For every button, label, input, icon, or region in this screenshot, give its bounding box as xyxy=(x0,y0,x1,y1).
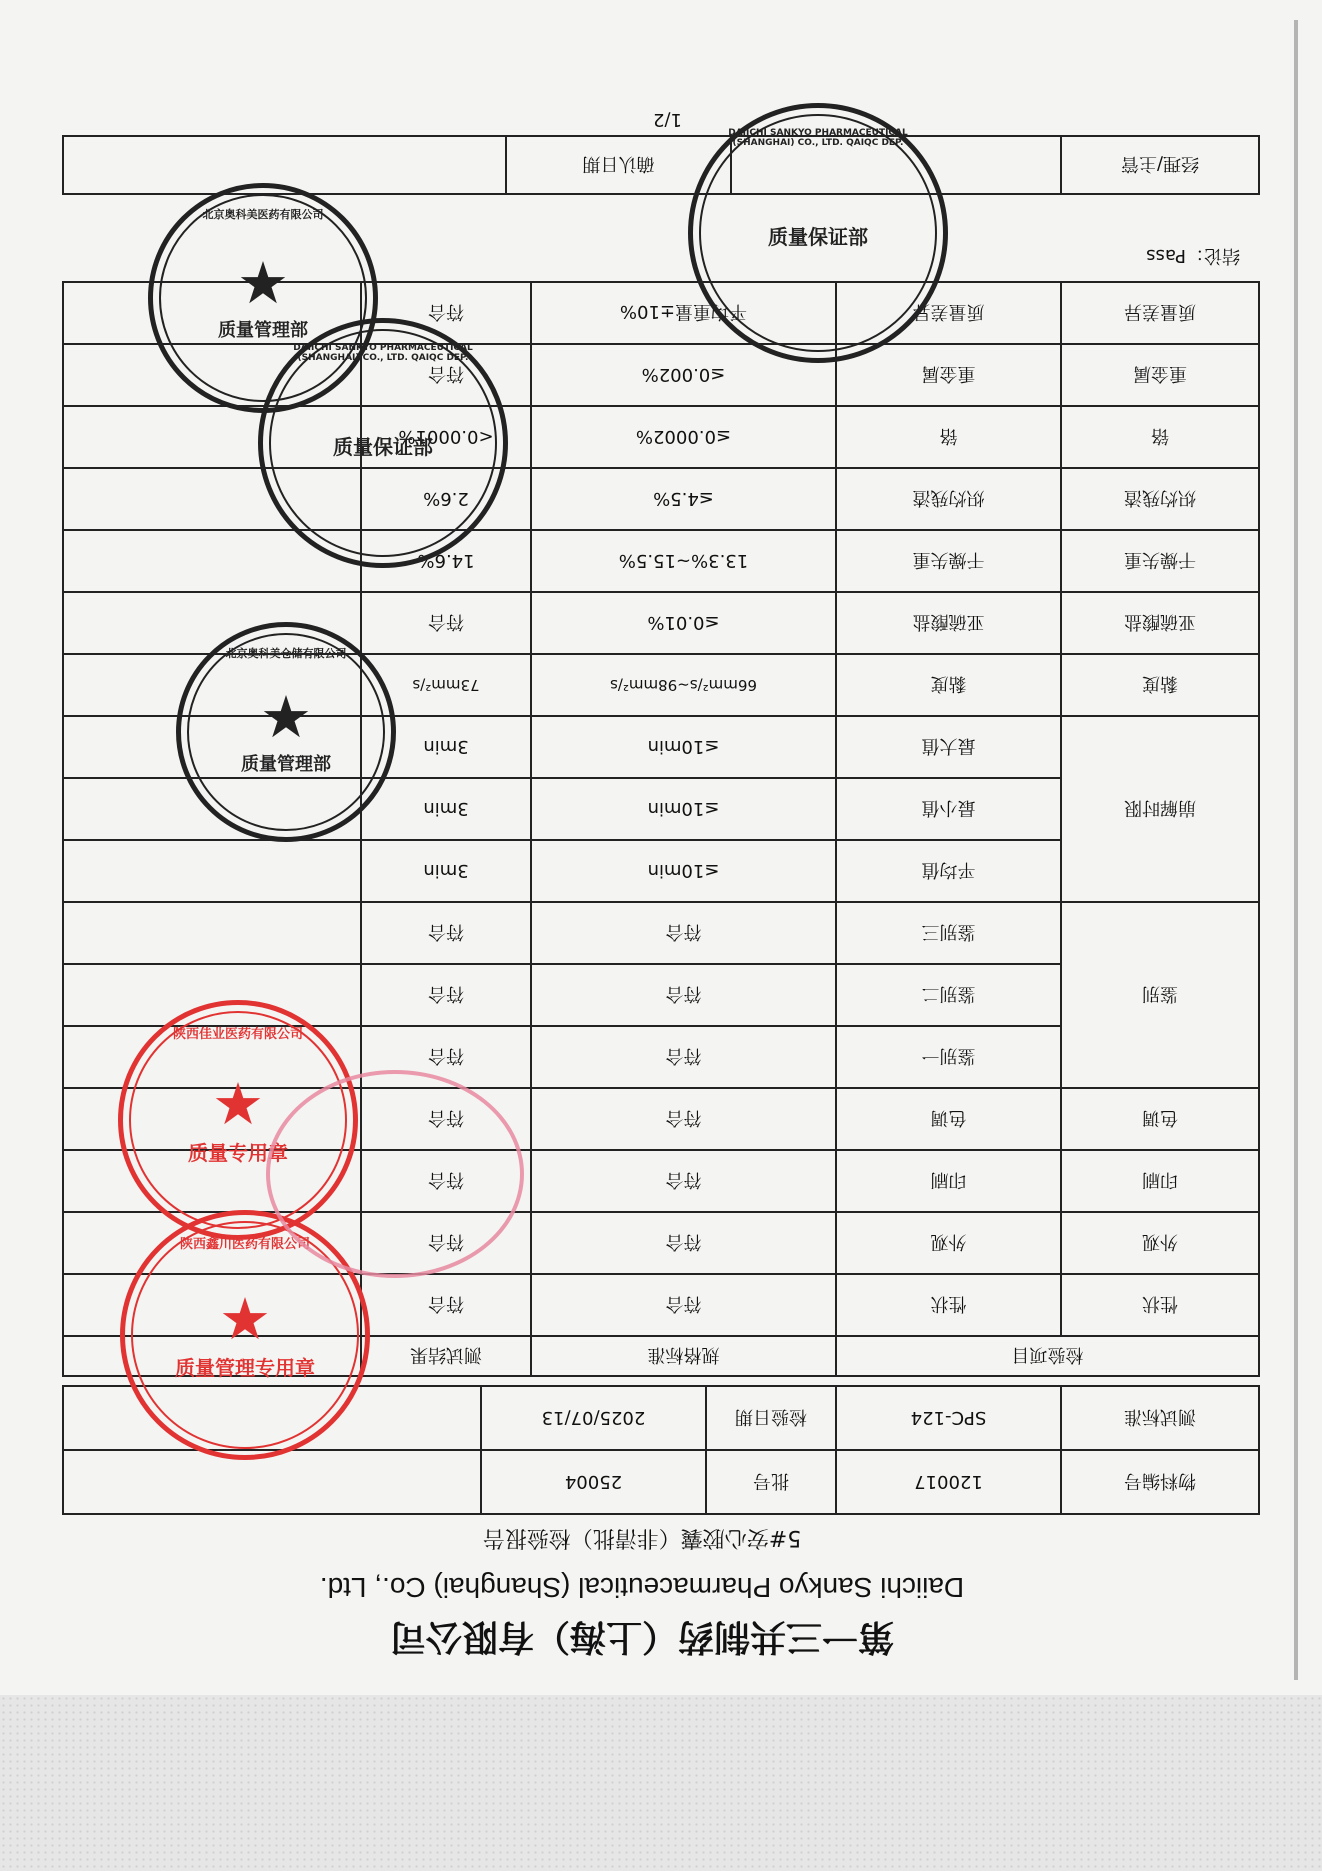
stamp-label: 质量管理部 xyxy=(241,754,331,775)
row-result: 符合 xyxy=(361,1088,531,1150)
row-result: 符合 xyxy=(361,1026,531,1088)
stamp-label: 质量管理专用章 xyxy=(175,1355,315,1380)
row-result: <0.0001% xyxy=(361,406,531,468)
row-result: 符合 xyxy=(361,1150,531,1212)
company-name-cn: 第一三共制药（上海）有限公司 xyxy=(390,1616,895,1658)
col-header-result: 测试结果 xyxy=(361,1336,531,1376)
row-sub: 最大值 xyxy=(836,716,1061,778)
row-sub: 平均值 xyxy=(836,840,1061,902)
row-spec: 平均重量±10% xyxy=(531,282,836,344)
company-name-en: Daiichi Sankyo Pharmaceutical (Shanghai) Co., Ltd. xyxy=(319,1572,965,1603)
row-sub: 亚硫酸盐 xyxy=(836,592,1061,654)
star-icon: ★ xyxy=(219,1284,271,1353)
row-spec: ≤10min xyxy=(531,840,836,902)
row-result: 符合 xyxy=(361,282,531,344)
row-group: 外观 xyxy=(1061,1212,1259,1274)
row-result: 符合 xyxy=(361,592,531,654)
row-result: 3min xyxy=(361,840,531,902)
row-sub: 鉴别二 xyxy=(836,964,1061,1026)
header-empty-cell xyxy=(63,1450,481,1514)
row-group: 干燥失重 xyxy=(1061,530,1259,592)
test-date-label: 检验日期 xyxy=(706,1386,836,1450)
row-group: 印刷 xyxy=(1061,1150,1259,1212)
row-spec: 符合 xyxy=(531,964,836,1026)
batch-value: 25004 xyxy=(481,1450,706,1514)
stamp-arc-text: 北京奥科美仓储有限公司 xyxy=(225,647,347,660)
row-group: 铬 xyxy=(1061,406,1259,468)
row-result: 14.6% xyxy=(361,530,531,592)
row-spec: ≤0.0002% xyxy=(531,406,836,468)
row-group: 质量差异 xyxy=(1061,282,1259,344)
star-icon: ★ xyxy=(260,683,312,751)
row-spec: ≤0.002% xyxy=(531,344,836,406)
row-result: 符合 xyxy=(361,964,531,1026)
row-spec: ≤4.5% xyxy=(531,468,836,530)
star-icon: ★ xyxy=(237,249,289,317)
row-spec: ≤10min xyxy=(531,716,836,778)
row-spec: 符合 xyxy=(531,1026,836,1088)
row-sub: 印刷 xyxy=(836,1150,1061,1212)
row-sub: 干燥失重 xyxy=(836,530,1061,592)
row-sub: 鉴别一 xyxy=(836,1026,1061,1088)
standard-value: SPC-124 xyxy=(836,1386,1061,1450)
row-group: 炽灼残渣 xyxy=(1061,468,1259,530)
row-group: 崩解时限 xyxy=(1061,716,1259,902)
stamp-label: 质量管理部 xyxy=(218,320,308,341)
row-sub: 黏度 xyxy=(836,654,1061,716)
row-group: 性状 xyxy=(1061,1274,1259,1336)
col-header-spec: 规格标准 xyxy=(531,1336,836,1376)
row-spec: 符合 xyxy=(531,1212,836,1274)
row-group: 黏度 xyxy=(1061,654,1259,716)
qa-department-stamp-right xyxy=(688,103,948,363)
row-group: 亚硫酸盐 xyxy=(1061,592,1259,654)
stamp-arc-text: DAIICHI SANKYO PHARMACEUTICAL (SHANGHAI) CO., LTD. QAIQC DEP. xyxy=(293,343,473,363)
row-spec: 符合 xyxy=(531,902,836,964)
row-sub: 鉴别三 xyxy=(836,902,1061,964)
signature-date-label: 确认日期 xyxy=(506,136,731,194)
row-sub: 铬 xyxy=(836,406,1061,468)
row-result: 3min xyxy=(361,778,531,840)
row-spec: ≤10min xyxy=(531,778,836,840)
test-date-value: 2025/07/13 xyxy=(481,1386,706,1450)
conclusion: 结论：Pass xyxy=(1146,245,1240,266)
company-stamp-black-top xyxy=(148,183,378,413)
scan-margin-band xyxy=(0,1695,1322,1871)
row-group: 色调 xyxy=(1061,1088,1259,1150)
row-result: 符合 xyxy=(361,1274,531,1336)
stamp-label: 质量保证部 xyxy=(768,224,868,249)
row-spec: 符合 xyxy=(531,1088,836,1150)
row-result: 符合 xyxy=(361,344,531,406)
stamp-text xyxy=(393,1168,398,1184)
batch-label: 批号 xyxy=(706,1450,836,1514)
material-code-label: 物料编号 xyxy=(1061,1450,1259,1514)
page-number: 1/2 xyxy=(653,109,682,130)
row-group: 鉴别 xyxy=(1061,902,1259,1088)
row-result: 3min xyxy=(361,716,531,778)
row-spec: 13.3%~15.5% xyxy=(531,530,836,592)
standard-label: 测试标准 xyxy=(1061,1386,1259,1450)
stamp-arc-text: 陕西佳业医药有限公司 xyxy=(172,1027,303,1042)
stamp-label: 质量保证部 xyxy=(333,434,433,459)
row-spec: 符合 xyxy=(531,1150,836,1212)
report-title: 5#安心胶囊（非清批）检验报告 xyxy=(482,1525,802,1550)
row-result: 2.6% xyxy=(361,468,531,530)
row-sub: 质量差异 xyxy=(836,282,1061,344)
company-stamp-black-mid xyxy=(176,622,396,842)
col-header-item: 检验项目 xyxy=(836,1336,1259,1376)
stamp-label: 质量专用章 xyxy=(188,1140,288,1165)
material-code-value: 120017 xyxy=(836,1450,1061,1514)
row-sub: 炽灼残渣 xyxy=(836,468,1061,530)
company-stamp-pink xyxy=(266,1070,524,1278)
row-spec: 66mm²/s~98mm²/s xyxy=(531,654,836,716)
row-sub: 性状 xyxy=(836,1274,1061,1336)
star-icon: ★ xyxy=(212,1069,264,1138)
stamp-arc-text: 陕西鑫川医药有限公司 xyxy=(179,1237,310,1252)
stamp-arc-text: DAIICHI SANKYO PHARMACEUTICAL (SHANGHAI) CO., LTD. QAIQC DEP. xyxy=(728,128,908,148)
row-sub: 最小值 xyxy=(836,778,1061,840)
row-sub: 外观 xyxy=(836,1212,1061,1274)
stamp-arc-text: 北京奥科美医药有限公司 xyxy=(202,208,324,221)
row-spec: ≤0.01% xyxy=(531,592,836,654)
row-spec: 符合 xyxy=(531,1274,836,1336)
row-sub: 重金属 xyxy=(836,344,1061,406)
row-result: 符合 xyxy=(361,902,531,964)
row-sub: 色调 xyxy=(836,1088,1061,1150)
row-result: 73mm²/s xyxy=(361,654,531,716)
row-result: 符合 xyxy=(361,1212,531,1274)
signature-role-label: 经理/主管 xyxy=(1061,136,1259,194)
row-group: 重金属 xyxy=(1061,344,1259,406)
